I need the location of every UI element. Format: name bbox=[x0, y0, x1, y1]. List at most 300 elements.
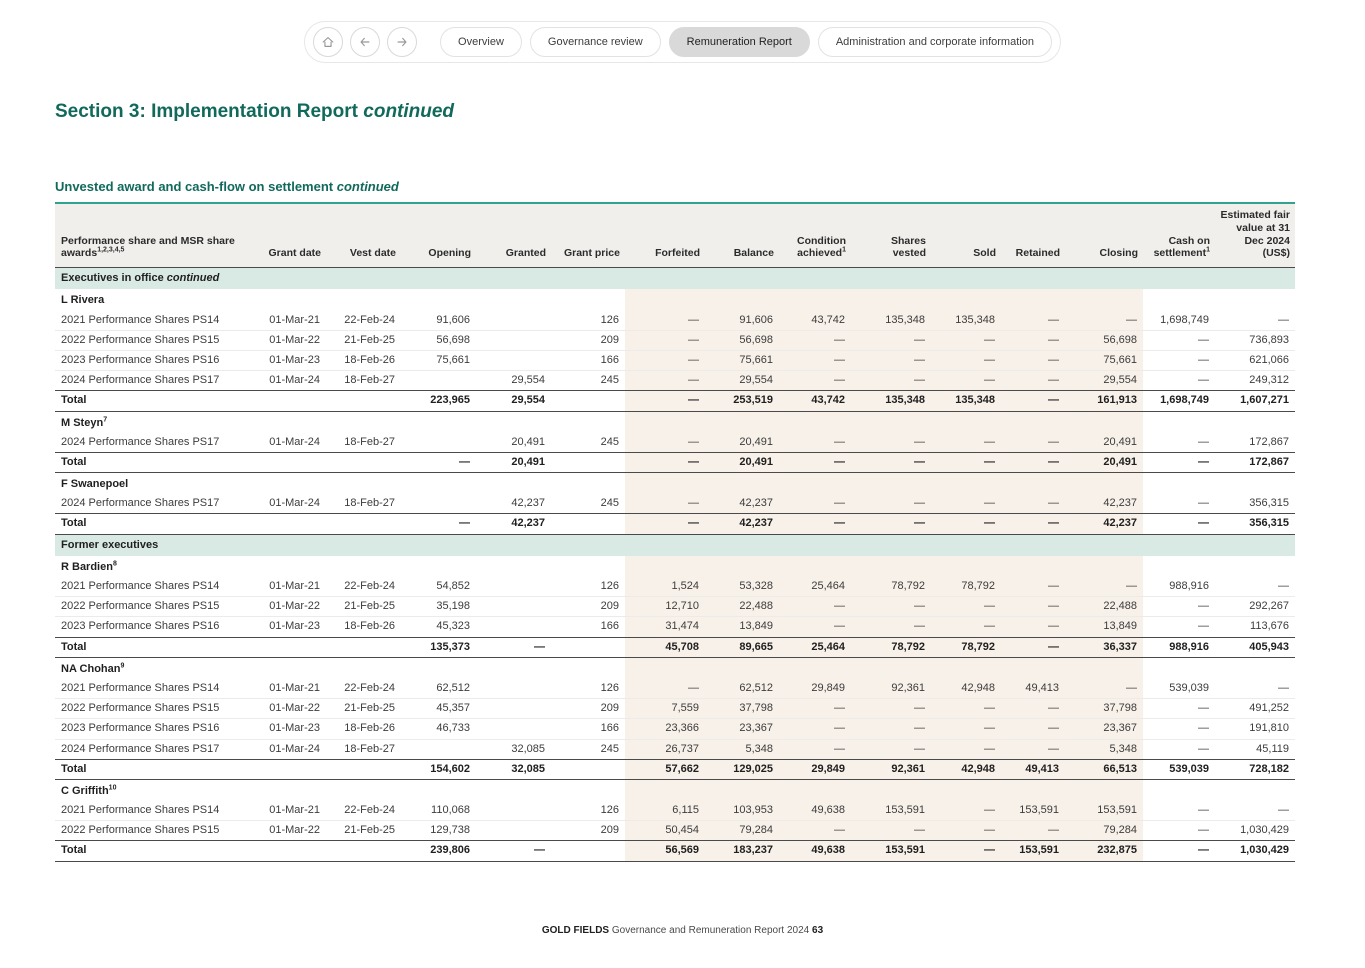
cell: — bbox=[1001, 494, 1065, 514]
cell: — bbox=[476, 638, 551, 658]
cell: — bbox=[625, 311, 705, 331]
cell: 20,491 bbox=[476, 433, 551, 453]
cell: 29,554 bbox=[476, 391, 551, 411]
table-row bbox=[55, 821, 1295, 841]
cell: 135,348 bbox=[851, 391, 931, 411]
cell bbox=[252, 514, 326, 534]
cell: — bbox=[931, 351, 1001, 371]
cell: 37,798 bbox=[1065, 699, 1143, 719]
cell: 78,792 bbox=[851, 638, 931, 658]
cell: 113,676 bbox=[1215, 617, 1295, 637]
cell: 1,607,271 bbox=[1215, 391, 1295, 411]
cell: 22-Feb-24 bbox=[326, 311, 401, 331]
cell: Total bbox=[55, 514, 252, 534]
cell: 2022 Performance Shares PS15 bbox=[55, 821, 252, 841]
cell bbox=[1143, 780, 1215, 801]
cell: — bbox=[625, 494, 705, 514]
cell: 42,237 bbox=[705, 494, 779, 514]
nav-tab-overview[interactable]: Overview bbox=[440, 27, 522, 57]
table-row bbox=[55, 617, 1295, 637]
table-row bbox=[55, 679, 1295, 699]
footer-text: Governance and Remuneration Report 2024 bbox=[611, 925, 810, 936]
cell: 42,237 bbox=[705, 514, 779, 534]
cell: — bbox=[1215, 577, 1295, 597]
table-row bbox=[55, 371, 1295, 391]
cell: 01-Mar-24 bbox=[252, 371, 326, 391]
cell: 2021 Performance Shares PS14 bbox=[55, 311, 252, 331]
section-label: Former executives bbox=[55, 535, 1295, 556]
cell: 2021 Performance Shares PS14 bbox=[55, 679, 252, 699]
nav-tab-governance-review[interactable]: Governance review bbox=[530, 27, 661, 57]
cell bbox=[851, 289, 931, 310]
table-row bbox=[55, 351, 1295, 371]
cell: — bbox=[779, 699, 851, 719]
top-nav bbox=[0, 0, 1365, 63]
cell: 62,512 bbox=[705, 679, 779, 699]
cell: — bbox=[625, 371, 705, 391]
cell: — bbox=[851, 597, 931, 617]
cell bbox=[252, 556, 326, 577]
cell: 89,665 bbox=[705, 638, 779, 658]
total-row bbox=[55, 514, 1295, 534]
column-header: Cash on settlement$^1$ bbox=[1143, 204, 1215, 268]
cell: 43,742 bbox=[779, 311, 851, 331]
cell: 75,661 bbox=[1065, 351, 1143, 371]
cell: 209 bbox=[551, 821, 625, 841]
cell bbox=[1065, 780, 1143, 801]
nav-tab-remuneration-report[interactable]: Remuneration Report bbox=[669, 27, 810, 57]
cell: 31,474 bbox=[625, 617, 705, 637]
nav-shell bbox=[304, 21, 1061, 63]
cell: 01-Mar-23 bbox=[252, 719, 326, 739]
cell bbox=[326, 556, 401, 577]
cell: 01-Mar-24 bbox=[252, 433, 326, 453]
cell: 49,413 bbox=[1001, 679, 1065, 699]
cell: — bbox=[931, 597, 1001, 617]
column-header: Closing bbox=[1065, 204, 1143, 268]
cell: — bbox=[1001, 821, 1065, 841]
cell bbox=[326, 780, 401, 801]
cell: — bbox=[1143, 821, 1215, 841]
section-row bbox=[55, 268, 1295, 289]
cell: 1,524 bbox=[625, 577, 705, 597]
cell bbox=[401, 289, 476, 310]
cell: 01-Mar-21 bbox=[252, 311, 326, 331]
cell: — bbox=[779, 371, 851, 391]
cell bbox=[252, 780, 326, 801]
cell: — bbox=[1143, 494, 1215, 514]
cell: 166 bbox=[551, 719, 625, 739]
cell: 45,119 bbox=[1215, 740, 1295, 760]
cell: Total bbox=[55, 391, 252, 411]
cell bbox=[476, 311, 551, 331]
cell: — bbox=[1143, 351, 1215, 371]
cell bbox=[476, 577, 551, 597]
cell: — bbox=[1001, 617, 1065, 637]
cell: — bbox=[779, 453, 851, 473]
cell bbox=[476, 617, 551, 637]
cell: — bbox=[1001, 514, 1065, 534]
cell: 79,284 bbox=[705, 821, 779, 841]
cell bbox=[476, 289, 551, 310]
cell bbox=[1215, 780, 1295, 801]
cell bbox=[551, 473, 625, 494]
cell: — bbox=[779, 597, 851, 617]
cell bbox=[252, 289, 326, 310]
cell: — bbox=[931, 617, 1001, 637]
cell: — bbox=[1143, 453, 1215, 473]
cell: 50,454 bbox=[625, 821, 705, 841]
cell: — bbox=[1001, 351, 1065, 371]
cell bbox=[401, 371, 476, 391]
cell: 56,698 bbox=[1065, 331, 1143, 351]
cell bbox=[326, 760, 401, 780]
cell bbox=[401, 780, 476, 801]
cell bbox=[625, 473, 705, 494]
cell bbox=[779, 556, 851, 577]
cell: 01-Mar-21 bbox=[252, 577, 326, 597]
cell: — bbox=[625, 331, 705, 351]
cell: 539,039 bbox=[1143, 760, 1215, 780]
cell: 22-Feb-24 bbox=[326, 679, 401, 699]
cell: — bbox=[1001, 453, 1065, 473]
cell bbox=[551, 780, 625, 801]
cell: 22,488 bbox=[705, 597, 779, 617]
nav-tabs bbox=[440, 27, 1052, 57]
cell: 154,602 bbox=[401, 760, 476, 780]
cell bbox=[476, 597, 551, 617]
cell: 43,742 bbox=[779, 391, 851, 411]
total-row bbox=[55, 638, 1295, 658]
cell: 29,554 bbox=[476, 371, 551, 391]
table-row bbox=[55, 311, 1295, 331]
cell: 20,491 bbox=[705, 433, 779, 453]
cell: — bbox=[931, 821, 1001, 841]
cell: — bbox=[1143, 433, 1215, 453]
column-header: Grant price bbox=[551, 204, 625, 268]
cell: 29,554 bbox=[1065, 371, 1143, 391]
cell: 6,115 bbox=[625, 801, 705, 821]
arrow-left-icon bbox=[358, 35, 372, 49]
cell: C Griffith$^{10}$ bbox=[61, 784, 117, 797]
cell: 01-Mar-24 bbox=[252, 740, 326, 760]
cell: 36,337 bbox=[1065, 638, 1143, 658]
total-row bbox=[55, 453, 1295, 473]
cell bbox=[1065, 412, 1143, 433]
cell: 5,348 bbox=[1065, 740, 1143, 760]
cell: — bbox=[1001, 371, 1065, 391]
cell: — bbox=[779, 617, 851, 637]
cell: 37,798 bbox=[705, 699, 779, 719]
cell bbox=[851, 658, 931, 679]
cell: — bbox=[1001, 719, 1065, 739]
cell: Total bbox=[55, 453, 252, 473]
cell: — bbox=[625, 514, 705, 534]
cell bbox=[705, 289, 779, 310]
cell: 13,849 bbox=[1065, 617, 1143, 637]
cell: 153,591 bbox=[851, 841, 931, 861]
cell: 172,867 bbox=[1215, 453, 1295, 473]
cell bbox=[476, 331, 551, 351]
cell: 2024 Performance Shares PS17 bbox=[55, 494, 252, 514]
cell: 92,361 bbox=[851, 679, 931, 699]
cell: 153,591 bbox=[851, 801, 931, 821]
cell bbox=[1215, 289, 1295, 310]
cell: — bbox=[1001, 331, 1065, 351]
cell: 539,039 bbox=[1143, 679, 1215, 699]
cell bbox=[326, 638, 401, 658]
cell: — bbox=[931, 514, 1001, 534]
cell: — bbox=[1143, 801, 1215, 821]
cell: 25,464 bbox=[779, 577, 851, 597]
cell: — bbox=[1143, 740, 1215, 760]
cell: 153,591 bbox=[1065, 801, 1143, 821]
cell: — bbox=[851, 351, 931, 371]
cell: 191,810 bbox=[1215, 719, 1295, 739]
cell: 22-Feb-24 bbox=[326, 801, 401, 821]
cell: 22,488 bbox=[1065, 597, 1143, 617]
cell bbox=[326, 841, 401, 861]
cell bbox=[252, 453, 326, 473]
cell: — bbox=[625, 453, 705, 473]
cell: 232,875 bbox=[1065, 841, 1143, 861]
cell: 2021 Performance Shares PS14 bbox=[55, 801, 252, 821]
cell: — bbox=[931, 494, 1001, 514]
cell: 166 bbox=[551, 351, 625, 371]
cell bbox=[779, 473, 851, 494]
cell: 20,491 bbox=[705, 453, 779, 473]
cell: Total bbox=[55, 760, 252, 780]
cell bbox=[401, 556, 476, 577]
back-button[interactable] bbox=[350, 27, 380, 57]
cell: 988,916 bbox=[1143, 638, 1215, 658]
cell: 32,085 bbox=[476, 740, 551, 760]
cell: 18-Feb-26 bbox=[326, 719, 401, 739]
cell: 23,366 bbox=[625, 719, 705, 739]
cell: Total bbox=[55, 638, 252, 658]
cell: 135,348 bbox=[931, 311, 1001, 331]
cell: — bbox=[779, 331, 851, 351]
cell: 245 bbox=[551, 371, 625, 391]
table-row bbox=[55, 577, 1295, 597]
cell: 1,698,749 bbox=[1143, 311, 1215, 331]
cell bbox=[931, 780, 1001, 801]
cell: 35,198 bbox=[401, 597, 476, 617]
cell: 20,491 bbox=[1065, 433, 1143, 453]
cell: 54,852 bbox=[401, 577, 476, 597]
footer bbox=[0, 925, 1365, 936]
cell: 209 bbox=[551, 699, 625, 719]
cell: 129,738 bbox=[401, 821, 476, 841]
cell: 245 bbox=[551, 740, 625, 760]
table-row bbox=[55, 719, 1295, 739]
cell: 161,913 bbox=[1065, 391, 1143, 411]
page-title bbox=[55, 101, 1365, 123]
cell: 110,068 bbox=[401, 801, 476, 821]
cell: 13,849 bbox=[705, 617, 779, 637]
cell bbox=[1001, 658, 1065, 679]
cell bbox=[252, 391, 326, 411]
cell: L Rivera bbox=[61, 294, 105, 307]
cell bbox=[551, 760, 625, 780]
cell bbox=[1001, 780, 1065, 801]
cell: 135,373 bbox=[401, 638, 476, 658]
cell: — bbox=[931, 719, 1001, 739]
cell: — bbox=[851, 514, 931, 534]
cell bbox=[931, 556, 1001, 577]
cell: 42,948 bbox=[931, 760, 1001, 780]
cell bbox=[476, 473, 551, 494]
cell bbox=[401, 473, 476, 494]
cell: — bbox=[476, 841, 551, 861]
column-header: Forfeited bbox=[625, 204, 705, 268]
cell: — bbox=[931, 801, 1001, 821]
cell: — bbox=[1143, 841, 1215, 861]
cell: — bbox=[1001, 597, 1065, 617]
cell bbox=[625, 556, 705, 577]
cell: 988,916 bbox=[1143, 577, 1215, 597]
cell: 01-Mar-23 bbox=[252, 351, 326, 371]
cell bbox=[705, 556, 779, 577]
cell: 66,513 bbox=[1065, 760, 1143, 780]
cell: 405,943 bbox=[1215, 638, 1295, 658]
footer-page-number: 63 bbox=[812, 925, 824, 936]
cell: 621,066 bbox=[1215, 351, 1295, 371]
cell: 126 bbox=[551, 801, 625, 821]
cell: — bbox=[625, 391, 705, 411]
cell: — bbox=[779, 821, 851, 841]
cell bbox=[1065, 289, 1143, 310]
cell: 245 bbox=[551, 494, 625, 514]
cell: 2022 Performance Shares PS15 bbox=[55, 597, 252, 617]
cell bbox=[1215, 658, 1295, 679]
cell bbox=[931, 412, 1001, 433]
cell bbox=[1215, 556, 1295, 577]
cell bbox=[476, 780, 551, 801]
cell bbox=[779, 658, 851, 679]
total-row bbox=[55, 760, 1295, 780]
cell: 2022 Performance Shares PS15 bbox=[55, 331, 252, 351]
table-header-row bbox=[55, 204, 1295, 268]
table-row bbox=[55, 433, 1295, 453]
table-row bbox=[55, 801, 1295, 821]
cell: 2021 Performance Shares PS14 bbox=[55, 577, 252, 597]
cell bbox=[476, 351, 551, 371]
cell: — bbox=[1065, 577, 1143, 597]
total-row bbox=[55, 391, 1295, 411]
cell bbox=[625, 289, 705, 310]
cell: 42,948 bbox=[931, 679, 1001, 699]
cell: — bbox=[1001, 391, 1065, 411]
cell: F Swanepoel bbox=[61, 478, 129, 491]
cell: 1,030,429 bbox=[1215, 821, 1295, 841]
column-header: Opening bbox=[401, 204, 476, 268]
table-row bbox=[55, 494, 1295, 514]
cell: — bbox=[779, 514, 851, 534]
cell bbox=[476, 658, 551, 679]
table-title-text: Unvested award and cash-flow on settlement bbox=[55, 179, 334, 194]
cell: 2022 Performance Shares PS15 bbox=[55, 699, 252, 719]
cell: 42,237 bbox=[476, 514, 551, 534]
cell: — bbox=[1215, 311, 1295, 331]
cell: Total bbox=[55, 841, 252, 861]
cell: 20,491 bbox=[1065, 453, 1143, 473]
cell: 18-Feb-26 bbox=[326, 617, 401, 637]
cell: 91,606 bbox=[401, 311, 476, 331]
cell bbox=[476, 719, 551, 739]
cell: — bbox=[779, 433, 851, 453]
cell: 26,737 bbox=[625, 740, 705, 760]
cell: 92,361 bbox=[851, 760, 931, 780]
cell: 49,413 bbox=[1001, 760, 1065, 780]
cell: 18-Feb-27 bbox=[326, 740, 401, 760]
cell: 78,792 bbox=[931, 638, 1001, 658]
cell: — bbox=[1001, 577, 1065, 597]
cell: 21-Feb-25 bbox=[326, 821, 401, 841]
cell: — bbox=[1143, 699, 1215, 719]
cell: 126 bbox=[551, 577, 625, 597]
cell bbox=[326, 658, 401, 679]
cell: 79,284 bbox=[1065, 821, 1143, 841]
cell: 01-Mar-22 bbox=[252, 597, 326, 617]
cell bbox=[1215, 473, 1295, 494]
cell: 239,806 bbox=[401, 841, 476, 861]
cell: 7,559 bbox=[625, 699, 705, 719]
cell bbox=[705, 412, 779, 433]
cell bbox=[1065, 556, 1143, 577]
cell bbox=[1215, 412, 1295, 433]
footer-brand: GOLD FIELDS bbox=[541, 925, 610, 936]
cell bbox=[931, 289, 1001, 310]
table-body bbox=[55, 268, 1295, 861]
cell: 22-Feb-24 bbox=[326, 577, 401, 597]
cell bbox=[779, 412, 851, 433]
cell: R Bardien$^8$ bbox=[61, 560, 117, 573]
cell: 42,237 bbox=[476, 494, 551, 514]
cell bbox=[625, 780, 705, 801]
nav-tab-administration-and-corporate-information[interactable]: Administration and corporate information bbox=[818, 27, 1052, 57]
cell bbox=[252, 760, 326, 780]
cell bbox=[476, 699, 551, 719]
cell bbox=[1001, 556, 1065, 577]
cell: 12,710 bbox=[625, 597, 705, 617]
cell: 75,661 bbox=[705, 351, 779, 371]
cell: 18-Feb-26 bbox=[326, 351, 401, 371]
cell: — bbox=[851, 740, 931, 760]
cell bbox=[401, 433, 476, 453]
cell: 45,323 bbox=[401, 617, 476, 637]
cell: — bbox=[1143, 514, 1215, 534]
cell: 18-Feb-27 bbox=[326, 371, 401, 391]
column-header: Granted bbox=[476, 204, 551, 268]
cell bbox=[779, 289, 851, 310]
home-button[interactable] bbox=[313, 27, 343, 57]
cell bbox=[326, 391, 401, 411]
cell bbox=[551, 412, 625, 433]
section-row bbox=[55, 535, 1295, 556]
cell: — bbox=[401, 453, 476, 473]
cell: 23,367 bbox=[1065, 719, 1143, 739]
cell bbox=[551, 556, 625, 577]
cell bbox=[401, 412, 476, 433]
cell: 78,792 bbox=[931, 577, 1001, 597]
cell bbox=[1143, 289, 1215, 310]
cell: 49,638 bbox=[779, 801, 851, 821]
cell: 01-Mar-24 bbox=[252, 494, 326, 514]
forward-button[interactable] bbox=[387, 27, 417, 57]
cell: — bbox=[851, 821, 931, 841]
cell: 2023 Performance Shares PS16 bbox=[55, 617, 252, 637]
